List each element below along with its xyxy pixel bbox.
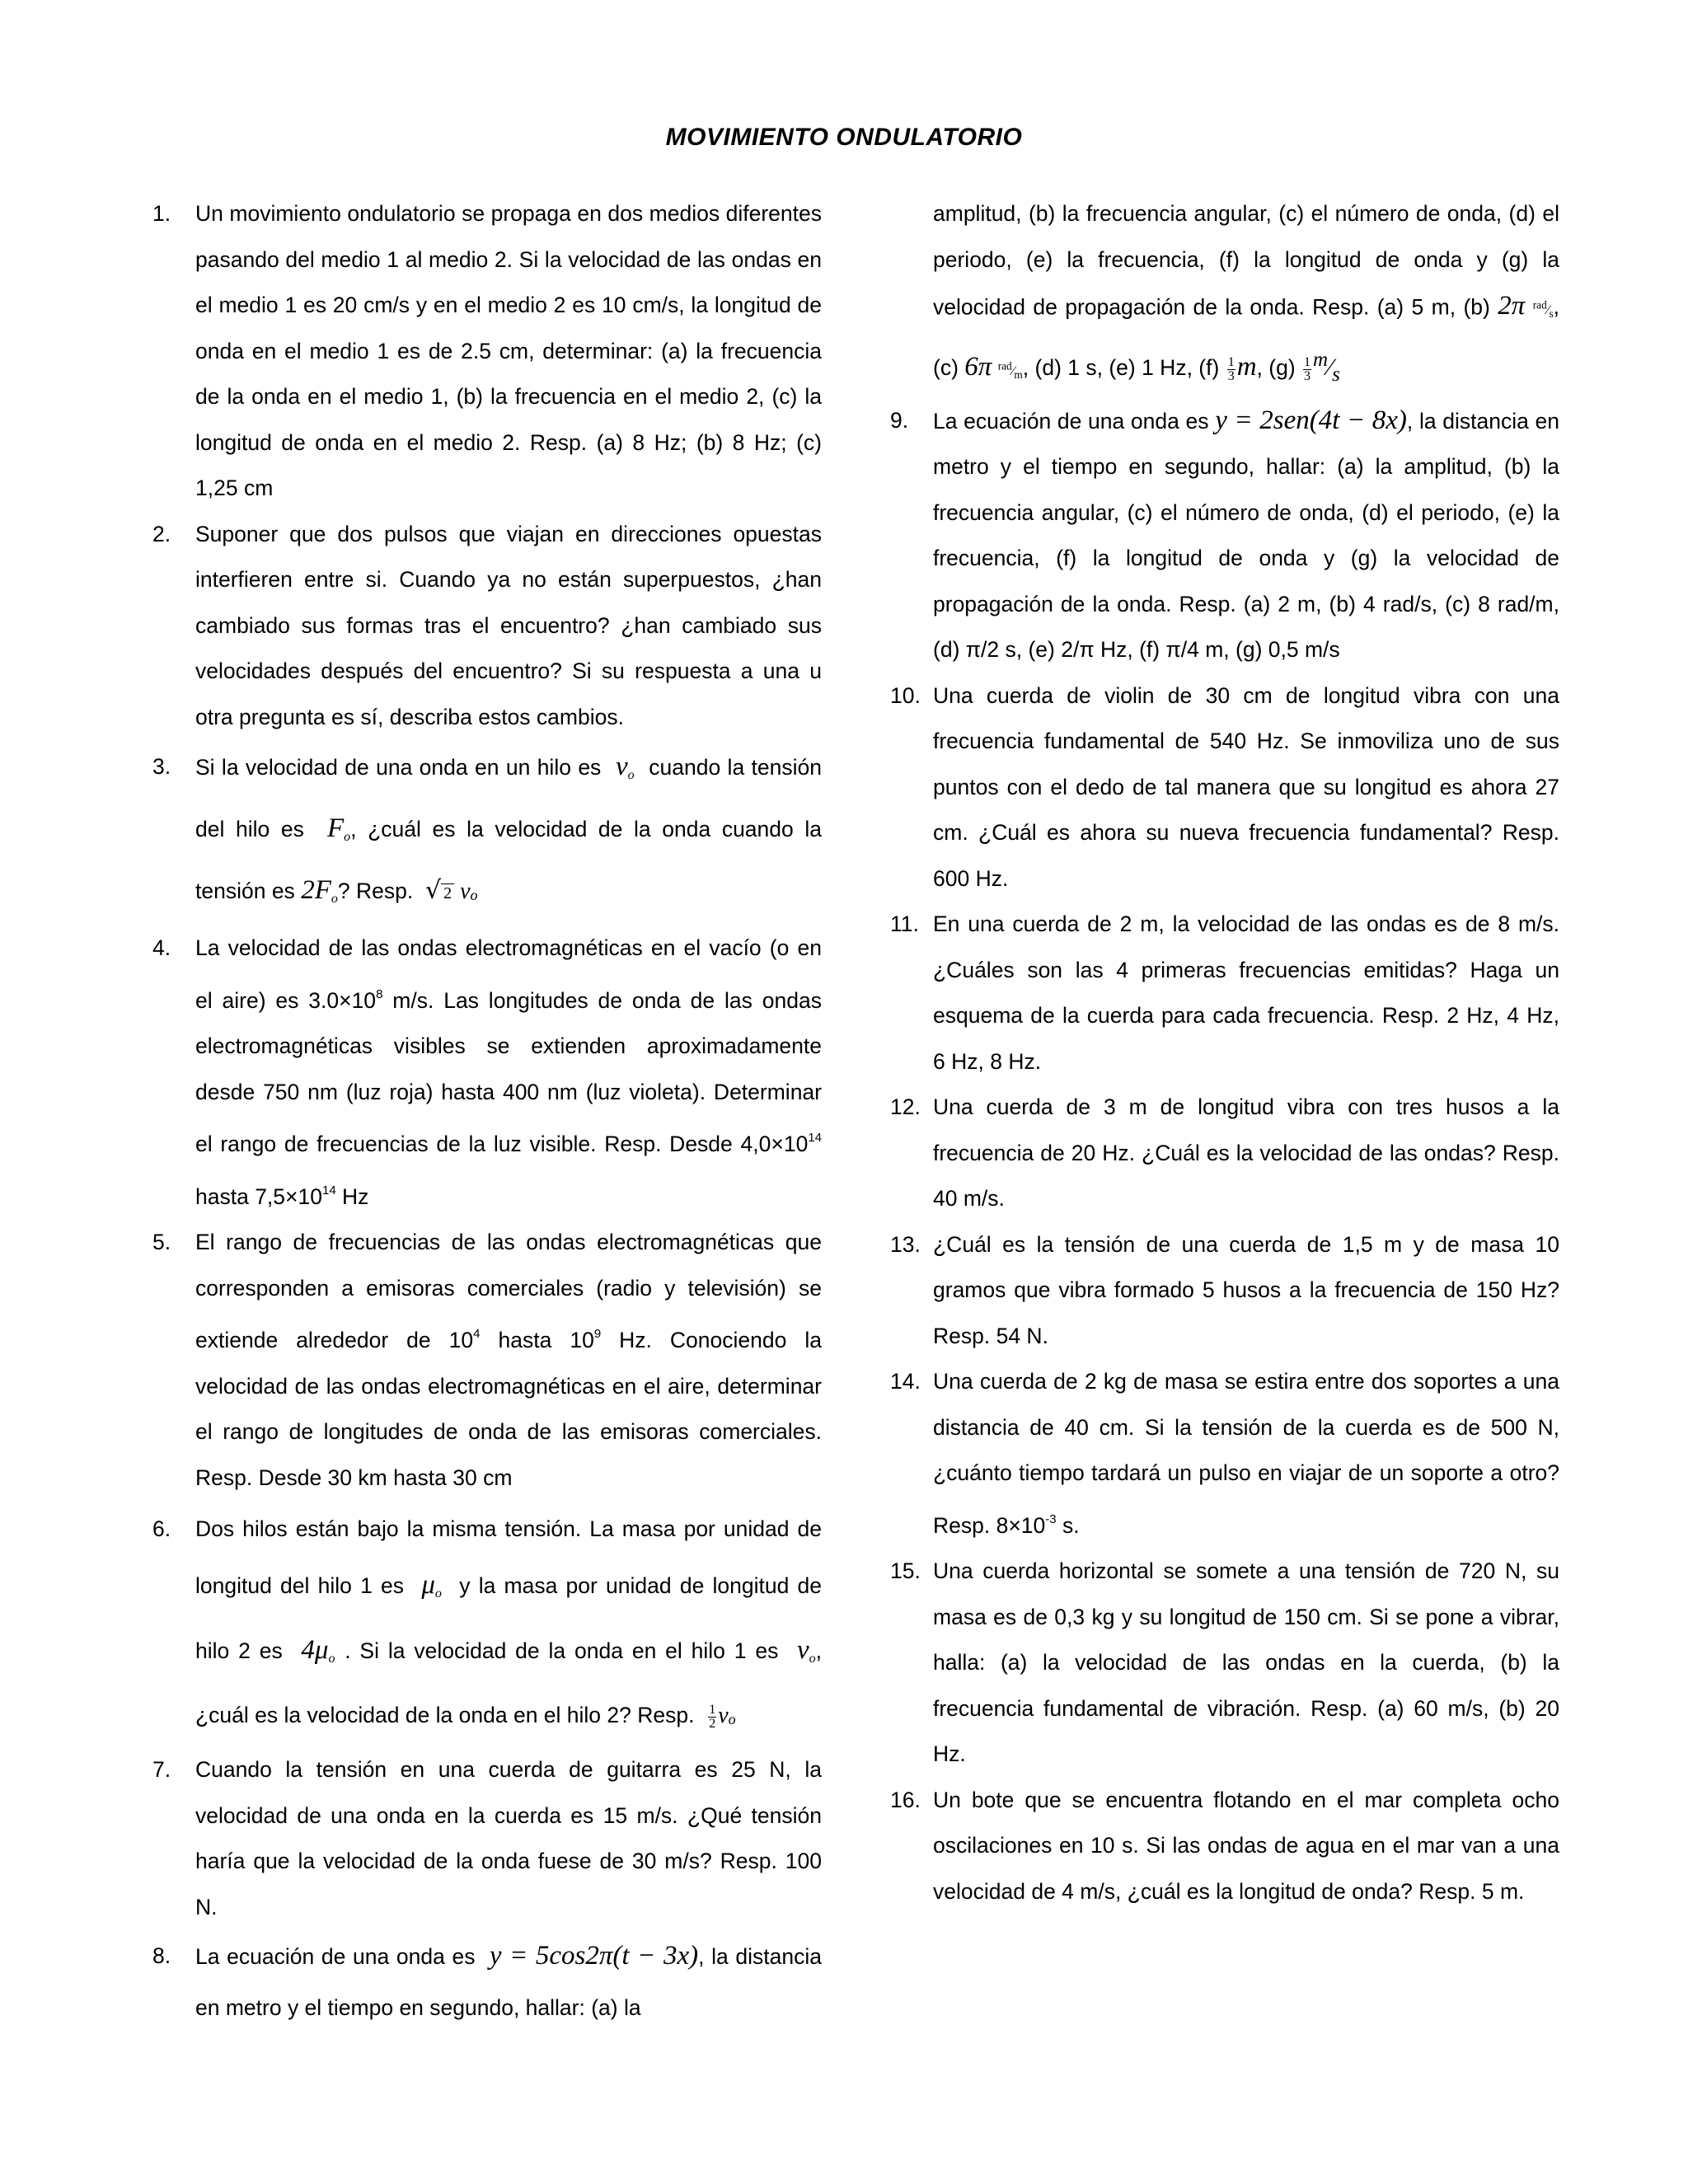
problem-11: [890, 902, 1559, 1085]
problem-text: Una cuerda de 3 m de longitud vibra con tres husos a la frecuencia de 20 Hz. ¿Cuál es la velocidad de las ondas? Resp. 40 m/s.: [933, 1094, 1559, 1212]
problem-text: , ¿cuál es la velocidad de la onda en el hilo 2? Resp.: [195, 1638, 823, 1727]
problem-13: [890, 1222, 1559, 1360]
problem-number: 4.: [152, 935, 171, 960]
problem-text: El rango de frecuencias de las ondas electromagnéticas que corresponden a emisoras comerciales (radio y televisión) se extiende alrededor de 10: [195, 1230, 822, 1352]
problem-16: [890, 1778, 1559, 1915]
problem-text: ¿Cuál es la tensión de una cuerda de 1,5 m y de masa 10 gramos que vibra formado 5 husos a la frecuencia de 150 Hz? Resp. 54 N.: [933, 1231, 1559, 1348]
formula-v0: $v_o$: [797, 1635, 816, 1666]
answer-half-v0: $\frac{1}{2}$ vo: [709, 1702, 736, 1731]
problem-text: Cuando la tensión en una cuerda de guitarra es 25 N, la velocidad de una onda en la cuerda es 15 m/s. ¿Qué tensión haría que la velocidad de la onda fuese de 30 m/s? Resp. 100 N.: [195, 1757, 822, 1919]
problem-10: [890, 673, 1559, 902]
problem-text: En una cuerda de 2 m, la velocidad de las ondas es de 8 m/s. ¿Cuáles son las 4 primeras frecuencias emitidas? Haga un esquema de la cuerda para cada frecuencia. Resp. 2 Hz, 4 Hz, 6 Hz, 8 Hz.: [933, 912, 1559, 1074]
problem-text: , la distancia en metro y el tiempo en segundo, hallar: (a) la: [195, 1944, 823, 2020]
problem-number: 16.: [890, 1787, 921, 1812]
answer-8-values: 2π $^{rad}⁄_s$, (c) 6π $^{rad}⁄_m$, (d) 1 s, (e) 1 Hz, (f) $\frac{1}{3}$ m, (g) $\frac{1}{3}$ $^m⁄_s$: [933, 291, 1559, 387]
formula-v0: $v_o$: [615, 752, 635, 782]
problem-text: La ecuación de una onda es: [195, 1944, 476, 1969]
formula-wave-eq-9: y = 2sen(4t − 8x): [1215, 405, 1407, 435]
problem-text: La ecuación de una onda es: [933, 408, 1209, 434]
problem-text: . Si la velocidad de la onda en el hilo 1 es: [345, 1638, 779, 1663]
problem-5: 5. El rango de frecuencias de las ondas electromagnéticas que corresponden a emisoras comerciales (radio y televisión) se extiende alrededor de $10^4$ hasta $10^9$ Hz. Conociendo la velocidad de las ondas electromagnéticas en el aire, determinar el rango de longitudes de onda de las emisoras comerciales. Resp. Desde 30 km hasta 30 cm: [152, 1220, 822, 1501]
problem-text: y la masa por unidad de longitud de hilo 2 es: [195, 1573, 823, 1663]
formula-2F0: $2F_o$: [301, 875, 338, 906]
problem-text: , ¿cuál es la velocidad de la onda cuando la tensión es: [195, 817, 822, 903]
problem-text: ? Resp.: [337, 879, 414, 903]
problem-6: [152, 1501, 822, 1747]
problem-number: 12.: [890, 1094, 921, 1120]
formula-4mu0: $4\mu_o$: [301, 1635, 335, 1666]
problem-number: 13.: [890, 1231, 921, 1257]
problem-9: [890, 398, 1559, 673]
problem-number: 5.: [152, 1230, 171, 1254]
formula-mu0: $\mu_o$: [421, 1570, 442, 1601]
problem-text: Suponer que dos pulsos que viajan en direcciones opuestas interfieren entre si. Cuando ya no están superpuestos, ¿han cambiado sus formas tras el encuentro? ¿han cambiado sus velocidades después del encuentro? Si su respuesta a una u otra pregunta es sí, describa estos cambios.: [195, 521, 822, 729]
problem-number: 8.: [152, 1943, 171, 1968]
problem-2: [152, 512, 822, 741]
answer-sqrt2-v0: √ 2 vo: [424, 876, 478, 905]
problem-14: 14. Una cuerda de 2 kg de masa se estira entre dos soportes a una distancia de 40 cm. Si la tensión de la cuerda es de 500 N, ¿cuánto tiempo tardará un pulso en viajar de un soporte a otro? Resp. $8\times 10^{-3}$ s.: [890, 1359, 1559, 1549]
problem-text: Un bote que se encuentra flotando en el mar completa ocho oscilaciones en 10 s. Si las ondas de agua en el mar van a una velocidad de 4 m/s, ¿cuál es la longitud de onda? Resp. 5 m.: [933, 1787, 1559, 1904]
problem-number: 14.: [890, 1369, 921, 1394]
problem-text: Una cuerda horizontal se somete a una tensión de 720 N, su masa es de 0,3 kg y su longitud de 150 cm. Si se pone a vibrar, halla: (a) la velocidad de las ondas en la cuerda, (b) la frecuencia fundamental de vibración. Resp. (a) 60 m/s, (b) 20 Hz.: [933, 1558, 1559, 1767]
formula-F0: $F_o$: [326, 813, 351, 844]
problem-text: Dos hilos están bajo la misma tensión. La masa por unidad de longitud del hilo 1 es: [195, 1516, 822, 1598]
problem-text: Una cuerda de violin de 30 cm de longitud vibra con una frecuencia fundamental de 540 Hz. Se inmoviliza uno de sus puntos con el dedo de tal manera que su longitud es ahora 27 cm. ¿Cuál es ahora su nueva frecuencia fundamental? Resp. 600 Hz.: [933, 682, 1559, 891]
problem-number: 1.: [152, 201, 171, 226]
problem-3: [152, 740, 822, 926]
problem-number: 6.: [152, 1516, 171, 1541]
problem-number: 10.: [890, 682, 921, 708]
problem-15: [890, 1549, 1559, 1778]
problem-number: 11.: [890, 912, 919, 937]
problem-7: [152, 1747, 822, 1930]
problem-text: Si la velocidad de una onda en un hilo es: [195, 755, 602, 780]
problem-text: cuando la tensión del hilo es: [195, 755, 823, 841]
problem-number: 9.: [890, 407, 909, 433]
page-title: MOVIMIENTO ONDULATORIO: [665, 124, 1023, 151]
problem-text: Un movimiento ondulatorio se propaga en dos medios diferentes pasando del medio 1 al medio 2. Si la velocidad de las ondas en el medio 1 es 20 cm/s y en el medio 2 es 10 cm/s, la longitud de onda en el medio 1 es de 2.5 cm, determinar: (a) la frecuencia de la onda en el medio 1, (b) la frecuencia en el medio 2, (c) la longitud de onda en el medio 2. Resp. (a) 8 Hz; (b) 8 Hz; (c) 1,25 cm: [195, 201, 822, 500]
problem-number: 15.: [890, 1558, 921, 1584]
problem-number: 7.: [152, 1757, 171, 1782]
problem-text: , la distancia en metro y el tiempo en segundo, hallar: (a) la amplitud, (b) la frecuencia angular, (c) el número de onda, (d) el periodo, (e) la frecuencia, (f) la longitud de onda y (g) la velocidad de propagación de la onda. Resp. (a) 2 m, (b) 4 rad/s, (c) 8 rad/m, (d) π/2 s, (e) 2/π Hz, (f) π/4 m, (g) 0,5 m/s: [933, 408, 1559, 663]
problem-text: La velocidad de las ondas electromagnéticas en el vacío (o en el aire) es 3.0×10: [195, 935, 822, 1013]
problem-number: 3.: [152, 754, 171, 779]
left-column: [152, 191, 822, 2033]
problem-1: [152, 191, 822, 512]
problem-text: Una cuerda de 2 kg de masa se estira entre dos soportes a una distancia de 40 cm. Si la tensión de la cuerda es de 500 N, ¿cuánto tiempo tardará un pulso en viajar de un soporte a otro? Resp. 8×10: [933, 1369, 1559, 1538]
right-column: [890, 191, 1559, 1915]
formula-wave-eq-8: y = 5cos2π(t − 3x): [489, 1941, 699, 1971]
problem-8-continued: [890, 191, 1559, 398]
problem-text: amplitud, (b) la frecuencia angular, (c) el número de onda, (d) el periodo, (e) la frecuencia, (f) la longitud de onda y (g) la velocidad de propagación de la onda. Resp. (a) 5 m, (b): [933, 201, 1559, 320]
problem-number: 2.: [152, 521, 171, 546]
problem-12: [890, 1085, 1559, 1222]
problem-4: 4. La velocidad de las ondas electromagnéticas en el vacío (o en el aire) es $3.0\times 10^8$ m/s. Las longitudes de onda de las ondas electromagnéticas visibles se extienden aproximadamente desde 750 nm (luz roja) hasta 400 nm (luz violeta). Determinar el rango de frecuencias de la luz visible. Resp. Desde $4,0\times 10^{14}$ hasta $7,5\times 10^{14}$ Hz: [152, 926, 822, 1220]
problem-8-start: [152, 1930, 822, 2033]
